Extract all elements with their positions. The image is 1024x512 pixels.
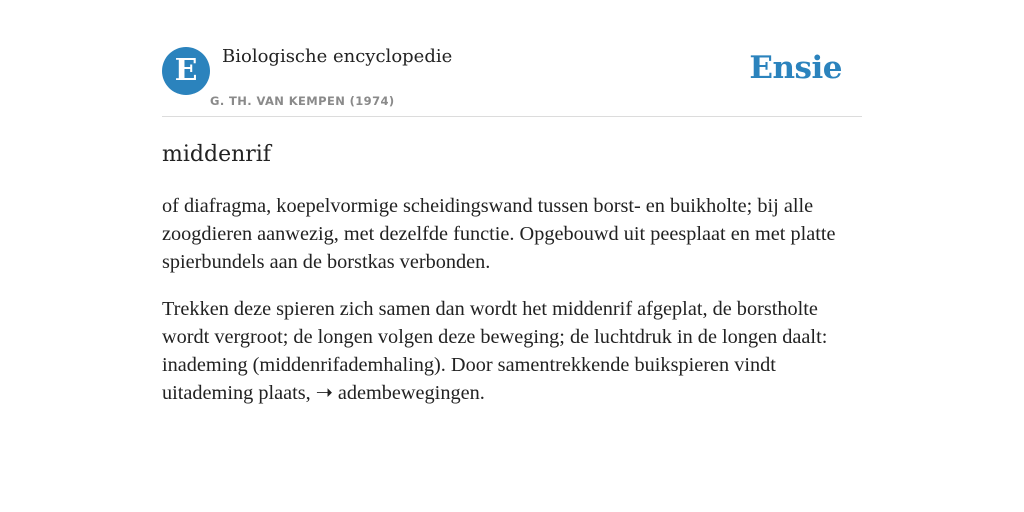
source-title-link[interactable]: Biologische encyclopedie	[222, 46, 453, 67]
ensie-brand-logo[interactable]: Ensie	[749, 50, 842, 86]
entry-paragraph: Trekken deze spieren zich samen dan wordt het middenrif afgeplat, de borstholte wordt vergroot; de longen volgen deze beweging; de luchtdruk in de longen daalt: inademing (middenrifademhaling). Door samentrekkende buikspieren vindt uitademing plaats, ➝ adembewegingen.	[162, 298, 828, 404]
encyclopedia-logo-icon[interactable]: E	[162, 47, 210, 95]
entry	[162, 140, 862, 407]
source-author: G. TH. VAN KEMPEN (1974)	[210, 94, 395, 108]
entry-paragraph: of diafragma, koepelvormige scheidingswand tussen borst- en buikholte; bij alle zoogdieren aanwezig, met dezelfde functie. Opgebouwd uit peesplaat en met platte spierbundels aan de borstkas verbonden.	[162, 195, 836, 273]
entry-title: middenrif	[162, 142, 271, 167]
header	[162, 40, 862, 117]
entry-body	[162, 192, 862, 407]
